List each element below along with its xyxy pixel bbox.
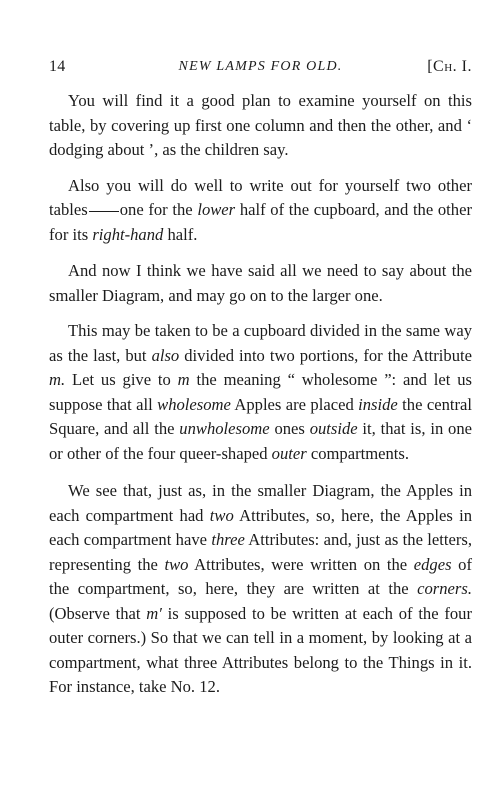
paragraph-2 xyxy=(49,174,472,248)
text-run: (Observe that xyxy=(49,603,147,623)
italic-run: inside xyxy=(358,394,398,414)
chapter-marker: [Ch. I. xyxy=(427,58,472,75)
text-run: it, that is, in one or other of the four queer-shaped xyxy=(49,419,473,463)
italic-run: unwholesome xyxy=(179,419,270,438)
text-run: the central Square, and all the xyxy=(49,394,472,438)
text-run: Attributes: and, just as the letters, representing the xyxy=(49,530,472,574)
italic-run: m xyxy=(177,370,190,389)
italic-run: also xyxy=(151,345,180,365)
page-number: 14 xyxy=(49,58,66,75)
italic-run: m′ xyxy=(146,603,162,623)
text-run: You will find it a good plan to examine yourself on this table, by covering up first one column and then the other, and ‘ dodging about ’, as the children say. xyxy=(49,91,472,159)
text-run: This may be taken to be a cupboard divided in the same way as the last, but xyxy=(49,321,472,365)
text-run: of the compartment, so, here, they are written at the xyxy=(49,554,472,598)
text-run: compartments. xyxy=(306,443,410,463)
italic-run: corners. xyxy=(417,579,472,598)
text-run: ones xyxy=(269,419,310,438)
em-dash-rule xyxy=(89,211,119,212)
italic-run: outer xyxy=(271,443,307,463)
italic-run: two xyxy=(209,505,234,525)
text-run: Also you will do well to write out for yourself two other tables xyxy=(49,175,472,219)
italic-run: three xyxy=(211,530,245,549)
text-run: half. xyxy=(163,224,198,244)
text-run: divided into two portions, for the Attribute xyxy=(179,345,472,365)
text-run: Attributes, so, here, the Apples in each compartment have xyxy=(49,505,472,549)
italic-run: two xyxy=(164,554,189,574)
paragraph-3 xyxy=(49,259,472,308)
text-run: Apples are placed xyxy=(230,394,359,414)
italic-run: right-hand xyxy=(92,224,164,244)
running-title: NEW LAMPS FOR OLD. xyxy=(178,59,343,74)
text-run: is supposed to be written at each of the four outer corners.) So that we can tell in a moment, by looking at a compartment, what three Attributes belong to the Things in it. For instance, take No. 12. xyxy=(49,603,473,696)
italic-run: lower xyxy=(197,200,236,219)
text-run: Let us give to xyxy=(65,370,178,389)
text-run: Attributes, were written on the xyxy=(188,554,414,574)
text-run: the meaning “ wholesome ”: and let us suppose that all xyxy=(49,370,472,414)
italic-run: m. xyxy=(49,370,66,389)
paragraph-1 xyxy=(49,89,472,163)
text-run: We see that, just as, in the smaller Diagram, the Apples in each compartment had xyxy=(49,481,472,525)
italic-run: outside xyxy=(309,419,358,438)
running-head xyxy=(49,58,472,82)
paragraph-5 xyxy=(49,479,472,700)
text-run: half of the cupboard, and the other for its xyxy=(49,200,472,244)
body-text xyxy=(49,89,472,700)
book-page xyxy=(49,58,472,714)
paragraph-4 xyxy=(49,319,472,466)
italic-run: edges xyxy=(413,554,452,574)
text-run: one for the xyxy=(119,200,198,219)
text-run: And now I think we have said all we need to say about the smaller Diagram, and may go on to the larger one. xyxy=(49,261,472,305)
italic-run: wholesome xyxy=(157,394,231,414)
